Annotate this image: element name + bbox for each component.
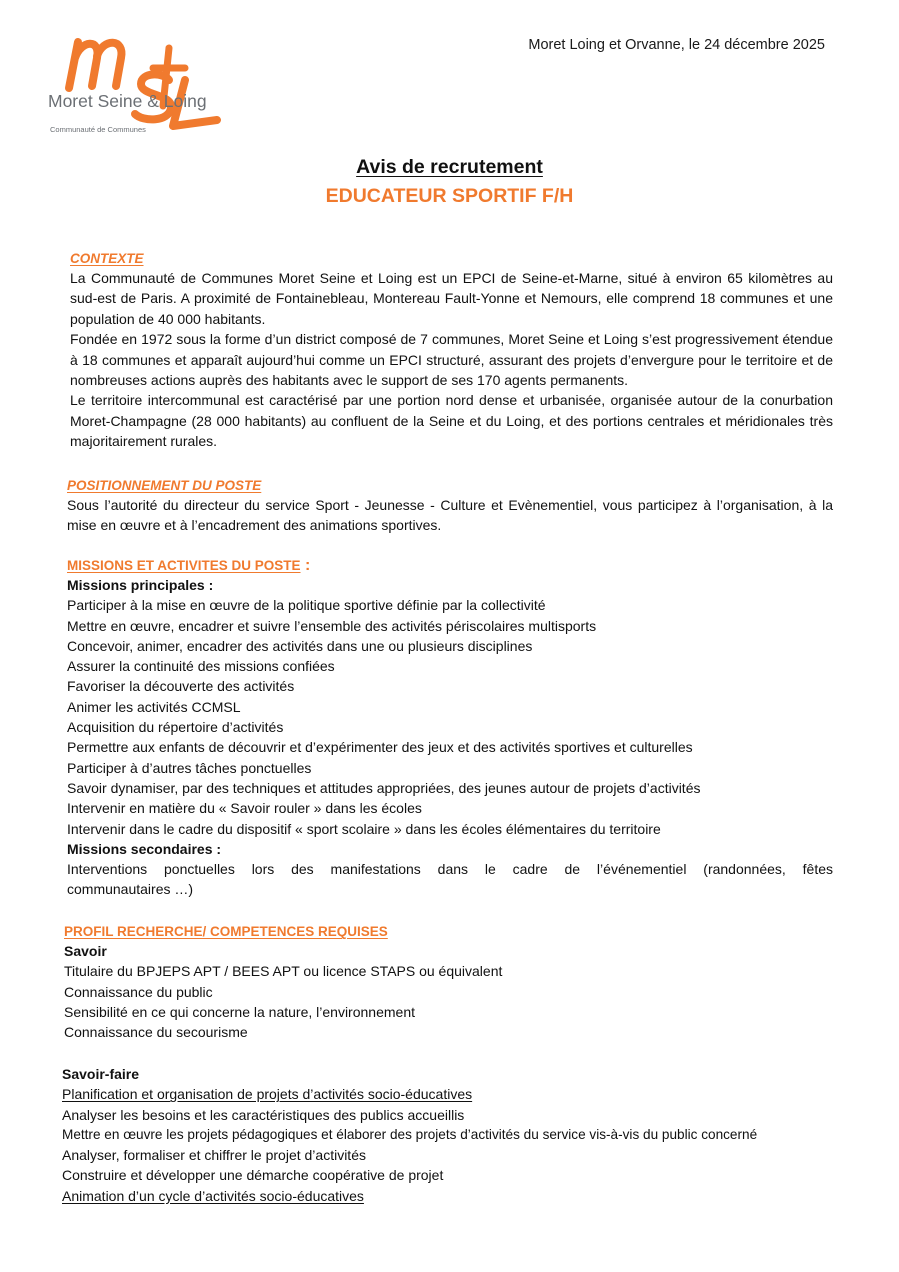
list-item: Interventions ponctuelles lors des manifestations dans le cadre de l’événementiel (randonnées, fêtes <box>67 861 833 878</box>
contexte-paragraph: La Communauté de Communes Moret Seine et Loing est un EPCI de Seine-et-Marne, situé à environ 65 kilomètres au sud-est de Paris. A proximité de Fontainebleau, Montereau Fault-Yonne et Nemours, elle comprend 18 communes et une population de 40 000 habitants. <box>70 270 833 327</box>
list-item: Titulaire du BPJEPS APT / BEES APT ou licence STAPS ou équivalent <box>64 963 503 980</box>
list-item: Participer à d’autres tâches ponctuelles <box>67 759 312 776</box>
missions-principales-label: Missions principales : <box>67 577 214 593</box>
section-profil <box>64 923 834 1042</box>
list-item: Mettre en œuvre, encadrer et suivre l’ensemble des activités périscolaires multisports <box>67 617 597 634</box>
section-heading-positionnement: POSITIONNEMENT DU POSTE <box>67 478 262 493</box>
list-item: Planification et organisation de projets d’activités socio-éducatives <box>62 1086 473 1103</box>
list-item: Connaissance du secourisme <box>64 1024 248 1041</box>
logo-name: Moret Seine & Loing <box>48 91 207 111</box>
section-savoir-faire <box>62 1064 837 1206</box>
date-line: Moret Loing et Orvanne, le 24 décembre 2025 <box>528 37 825 53</box>
section-heading-profil: PROFIL RECHERCHE/ COMPETENCES REQUISES <box>64 924 388 939</box>
list-item: Assurer la continuité des missions confiées <box>67 658 335 675</box>
savoir-faire-label: Savoir-faire <box>62 1066 140 1082</box>
title-block <box>0 154 899 210</box>
list-item: Animation d’un cycle d’activités socio-éducatives <box>62 1187 364 1204</box>
list-item: Intervenir dans le cadre du dispositif « sport scolaire » dans les écoles élémentaires du territoire <box>67 820 661 837</box>
list-item: Savoir dynamiser, par des techniques et attitudes appropriées, des jeunes autour de projets d’activités <box>67 779 701 796</box>
contexte-paragraph: Fondée en 1972 sous la forme d’un district composé de 7 communes, Moret Seine et Loing s’est progressivement étendue à 18 communes et apparaît aujourd’hui comme un EPCI structuré, assurant des projets d’envergure pour le territoire et de nombreuses actions auprès des habitants avec le support de ses 170 agents permanents. <box>70 331 833 389</box>
list-item: Construire et développer une démarche coopérative de projet <box>62 1167 444 1184</box>
list-item: Participer à la mise en œuvre de la politique sportive définie par la collectivité <box>67 597 546 614</box>
list-item: Analyser les besoins et les caractéristiques des publics accueillis <box>62 1106 465 1123</box>
heading-colon: : <box>300 557 311 574</box>
logo-tagline: Communauté de Communes <box>50 125 146 134</box>
list-item: Concevoir, animer, encadrer des activités dans une ou plusieurs disciplines <box>67 637 533 654</box>
section-positionnement <box>67 477 833 536</box>
list-item: Animer les activités CCMSL <box>67 698 241 715</box>
contexte-paragraph: Le territoire intercommunal est caractérisé par une portion nord dense et urbanisée, organisée autour de la conurbation Moret-Champagne (28 000 habitants) au confluent de la Seine et du Loing, et des portions centrales et méridionales très majoritairement rurales. <box>70 392 833 450</box>
list-item: Intervenir en matière du « Savoir rouler » dans les écoles <box>67 800 422 817</box>
section-heading-contexte: CONTEXTE <box>70 251 144 266</box>
job-title: EDUCATEUR SPORTIF F/H <box>325 185 574 207</box>
list-item: Permettre aux enfants de découvrir et d’expérimenter des jeux et des activités sportives et culturelles <box>67 739 693 756</box>
msl-logo-icon <box>45 28 230 143</box>
section-missions <box>67 557 833 900</box>
list-item: Acquisition du répertoire d’activités <box>67 719 284 736</box>
positionnement-paragraph: Sous l’autorité du directeur du service Sport - Jeunesse - Culture et Evènementiel, vous participez à l’organisation, à la mise en œuvre et à l’encadrement des animations sportives. <box>67 497 833 534</box>
missions-secondaires-label: Missions secondaires : <box>67 840 222 857</box>
list-item: Analyser, formaliser et chiffrer le projet d’activités <box>62 1147 366 1164</box>
list-item: Connaissance du public <box>64 983 213 1000</box>
list-item: Mettre en œuvre les projets pédagogiques et élaborer des projets d’activités du service vis-à-vis du public concerné <box>62 1126 758 1142</box>
savoir-label: Savoir <box>64 943 107 959</box>
section-contexte <box>70 250 833 452</box>
section-heading-missions: MISSIONS ET ACTIVITES DU POSTE <box>67 558 301 573</box>
list-item: Sensibilité en ce qui concerne la nature, l’environnement <box>64 1003 415 1020</box>
list-item: communautaires …) <box>67 881 194 898</box>
logo <box>45 28 230 143</box>
list-item: Favoriser la découverte des activités <box>67 678 295 695</box>
page-title: Avis de recrutement <box>356 156 543 178</box>
